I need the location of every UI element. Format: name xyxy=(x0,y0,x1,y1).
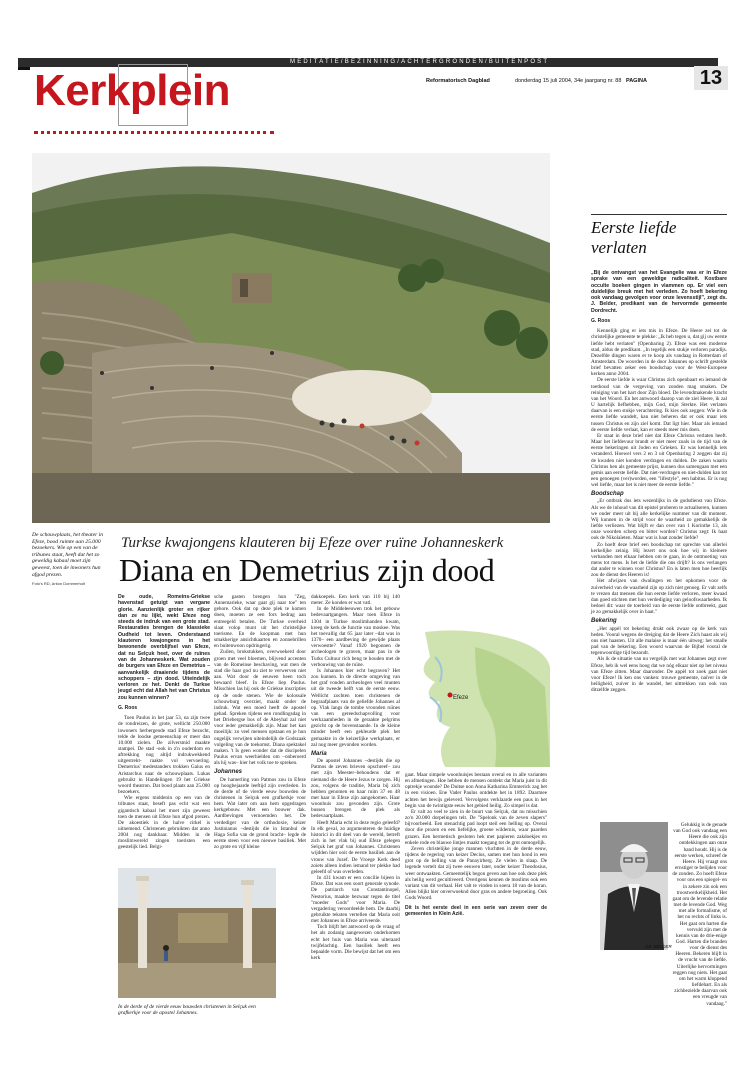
article-paragraph: gaat. Maar simpele woonhuisjes bestaan overal en in alle varianten en afmetingen. Hoe hebben de mensen ontdekt dat Maria juist in dit optrekje woonde? De Duitse non Anna Katharina Emmerick zag het in een visioen. Ene Vader Paulus ontdekte het in 1892. Daarmee achten het bewijs geleverd. Vervolgens verklaarde een paus in het begin van de twintigste eeuw het gebied heilig. Zo simpel is dat. xyxy=(405,772,547,809)
subheading-boodschap: Boodschap xyxy=(591,491,624,498)
article-paragraph: In 431 kwam er een concilie bijeen in Efeze. Dat was een soort generale synode. De patriarch van Constantinopel, Nestorius, maakte bezwaar tegen de titel "moeder Gods" voor Maria. De vergadering veroordeelde hem. De daarbij gebruikte teksten vertellen dat Maria ooit met Johannes in Efeze arriveerde. xyxy=(311,875,400,925)
date-line xyxy=(515,78,647,84)
article-author: G. Roos xyxy=(118,705,138,712)
article-paragraph: Zuilen, brokstukken, overwoekerd door groen met veel bloemen, blijvend accenten van de Romeinse beschaving, wat men de stad die haar god nu ziet te verwerven niet aan. Wat door de eeuwen heen toch bewaard bleef. In Efeze liep Paulus. Misschien las hij ook de Griekse inscripties op de oude stenen. Wie de kolossale schouwburg overziet, maakt onder de indruk. Wat een moed heeft de apostel gehad. Spreken tijdens een rondlingsdag in het Driebergse bos of de Abeyhal zal niet voor ieder gemakkelijk zijn. Maar het kan moeilijk: zo veel mensen opstaan en je hun ongelijk verwijten uiteindelijk de Godszaak volgeling van de toekomst. Diana spektakel maken. 't Is geen wonder dat de discipelen Paulus ervan weerhielden om –onberoerd als hij was– hier het volk toe te spreken. xyxy=(214,649,306,767)
article-column-4 xyxy=(405,772,547,1012)
side-paragraph: De eerste liefde is waar Christus zich openbaart en iemand de toethoud van de vergeving van zonden mag smaken. De reiniging van het hart door Zijn bloed. De levendmakende kracht van het Woord. En het antwoord daarop van de ziel Heere, ik zal U hartelijk liefhebben, mijn God, mijn Sterkte. Het verlaten daarvan is een stukje verachtering. Ik kies ook zeggen: Wie in de eerste liefde wandelt, kan niet beheren dat er ook maar iets tussen Christus en zijn ziel komt. Dat ligt hier. Maar als iemand de eerste liefde verlaat, kan er steeds meer mis doen. xyxy=(591,377,727,433)
side-paragraph: Het afwijzen van dwalingen en het opkomen voor de zuiverheid van de waarheid zijn op zich niet genoeg. Er valt zelfs te vrezen dat mensen die hun eerste liefde verloren, meer kwaad dan goed stichten met hun verdediging van geloofswaarheden. Ik bedoel dit: waar de toerheid van de eerste liefde ontbreekt, gaat je zo gemakkelijk over in haat." xyxy=(591,578,727,616)
portrait-caption: DS. BELDER xyxy=(645,944,672,949)
subheading-maria: Maria xyxy=(311,750,327,757)
region-map xyxy=(405,627,550,767)
date-text: donderdag 15 juli 2004, 34e jaargang nr. 88 xyxy=(515,78,622,84)
article-paragraph: De apostel Johannes –destijds die op Patmos de zeven brieven opschreef– zou met zijn Meester–behoudens dat er niemand die de Heere Jezus te zorgen. Hij zou, volgens de traditie, Maria bij zich hebben genomen en haar ruim 37 en 48 met haar in Efeze zijn aangekomen. Haar woonhuis zou gevonden zijn. Grote bussen brengen de plek als bedevaartplaats. xyxy=(311,758,400,820)
side-article-column-wrap xyxy=(672,822,727,1007)
article-paragraph: In de Middeleeuwen trok het gebouw bedevaartgangers. Maar toen Efeze in 1304 in Turkse moslimhanden kwam, kreeg de kerk de functie van moskee. Was het toevallig dat 65 jaar later –dat was in 1370– een aardbeving de gewijde plaats verwoestte? Vanaf 1920 begonnen de archeologen te graven, maar pas in de Turks Cultuur rich beng te houden met de verbouwing van de ruïne. xyxy=(311,606,400,668)
series-note: Dit is het eerste deel in een serie van zeven over de gemeenten in Klein Azië. xyxy=(405,905,547,918)
photo-credit: Foto's RD, Anton Dommerholt xyxy=(32,581,86,587)
side-title-line-1: Eerste liefde xyxy=(591,218,677,237)
map-label-efeze: Efeze xyxy=(453,695,469,701)
photo-caption-text: De schouwplaats, het theater in Efeze, bood ruimte aan 25.000 bezoekers. Wie op een van de tribunes staat, heeft dat het zo geweldig kabaal moet zijn geweest, toen de inwoners hun afgod prezen. xyxy=(32,532,104,578)
article-paragraph: Heeft Maria echt in deze regio geleefd? In elk geval, zo argumenteren de huidige historici in dit deel van de wereld, betreft zich in het vlak bij oud Efeze gelegen Selçuk het graf van Johannes. Christenen wijdden hier ooit de eerste basiliek aan de vrouw van Jozef. De Vroege Kerk deed zoiets alleen indien iemand ter plekke had geleefd of was overleden. xyxy=(311,819,400,875)
side-article-rule xyxy=(591,214,727,215)
section-logo: Kerkplein xyxy=(34,66,231,115)
side-paragraph: Zo hoeft deze brief een boodschap tot oprechte van allerlei kerkelijke zeinig. Hij lezert ons ook hoe wij in kleinere verbanden met elkaar hebben om te gaan, in de ontmoeting van mens tot mens. Is het de liefde die ons drijft? Is ons verlangen dat ander te winnen voor Christus? En is laten men hoe heerlijk zou de dienst des Heeren is! xyxy=(591,541,727,579)
side-article-column xyxy=(591,270,727,822)
side-paragraph: Als ik de situatie van nu vergelijk met wat Johannes zegt over Efeze, heb ik wel eens hoog dat we nóg elkaar niet op het niveau van Efeze zitten. Maar daaronder. De appèl tot zoek gaat niet voor Efeze! Ik ken ons vanken: trouwe gemeente, naïver in de heiligheid, zuiver in de wandel, het uittrekken van ook van ditzelfde zeggen. xyxy=(591,656,727,694)
article-paragraph: De hamerling van Patmos zou in Efeze op hoogbejaarde leeftijd zijn overleden. In de derde of de vierde eeuw bouwden de christenen in Selçuk een grafkerkje voor hem. Wat later om aan hem opgedragen kerkgebouw. Met een bouwer dak. Aardbevingen vernoemden het. De verdediger van de orthodoxie, keizer Justinianus –destijds die in Istanbul de Haga Sofia van de grond bracht– legde de eerste steen voor een nieuwe basiliek. Met zo grote en vijf kleine xyxy=(214,776,306,851)
subheading-bekering: Bekering xyxy=(591,618,617,625)
article-paragraph: dakkoepels. Een kerk van 110 bij 140 meter. Ze konden er wat vatl. xyxy=(311,594,400,607)
side-article-lead: „Bij de ontvangst van het Evangelie was er in Efeze sprake van een geweldige radicaliteit. Kostbare occulte boeken gingen in vlammen op. Er viel een duidelijke breuk met het verleden. Zo hoeft bekering ook vandaag gevolgen voor onze levensstijl", zegt ds. J. Belder, predikant van de hervormde gemeente Dordrecht. xyxy=(591,270,727,314)
article-paragraph: Toen Paulus in het jaar 53, na zijn twee de rondreizen, de grote, wellicht 250.000 inwoners herbergende stad Efeze bezocht, telde de loodse gemeenschap er meer dan 10.000 zielen. De zilversmid maakte stampei. De stad -ook in z'n ouderdom en aftrekking nog altijd indrukwekkend uitgestrekt- raakte vol vervoering. Demetrius' medestanders trokken Gaius en Aristarchus naar de schouwplaats. Lukas gebruikt in Handelingen 19 het Griekse woord theatron. Dat bood plaats aan 25.000 bezoekers. xyxy=(118,715,210,796)
side-title-line-2: verlaten xyxy=(591,238,647,257)
article-paragraph: Zeven christelijke jonge mannen vluchtten in de derde eeuw, tijdens de regering van keizer Decius, samen met hun hond in een grot op de helling van de Panayirberg. Ze vielen in slaap. De legende vertelt dat zij twee eeuwen later, onder keizer Theodosius, weer ontwaakten. Gemeentelijk begon geven aan hoe ook deze plek als heilig werd gecultiveerd. Overigens kennen de moslims ook een variant van dit verhaal. Het valt te vinden in soera 18 van de koran. Allen blijkt hier onverwoeknd door gras en andere begroeiing. Ook Gods Woord. xyxy=(405,845,547,902)
side-paragraph: „Het appèl tot bekering drukt ook zwaar op de kerk van heden. Vooral wegens de dreiging dat de Heere Zich haast als wij ons niet haasten. Uit alle malaise is maar één uitweg: het smalle pad van de bekering. Een woord waarvan de Bijbel vooral de tegenwoordige tijd bezondt. xyxy=(591,625,727,657)
page-label: PAGINA xyxy=(625,78,647,84)
article-kicker: Turkse kwajongens klauteren bij Efeze over ruïne Johanneskerk xyxy=(121,535,504,551)
page-number: 13 xyxy=(694,66,728,90)
article-column-3 xyxy=(311,594,400,1012)
article-column-2 xyxy=(214,594,306,869)
side-article-title xyxy=(591,218,676,258)
article-paragraph: Toch blijft het antwoord op de vraag of het als zodanig aangewezen onderkomen echt het huis van Maria was uiteraard twijfelachtig. Een basiliek heeft een bepaalde vorm. Die bewijst dat het om een kerk xyxy=(311,924,400,962)
subheading-johannes: Johannes xyxy=(214,769,243,776)
side-paragraph: Gelukkig is de genade van God ook vandaag een Heere die ook zijn ontdekkingen aan onze hand houdt. Hij is de eerste werken, schreef de Heere. Hij vraagt ons ernstiger te belijden voor de zonden. Zo hoeft Efeze voor ons een spiegel- en in zekere zin ook een troostwerkelijkheid. Het gaat om de levende relatie met de levende God. Weg met alle formalisme, of het nu rechts of links is. Het gaat om harten die vervuld zijn met de kennis van de drie-enige God. Harten die branden voor de dienst des Heeren. Bekeren blijft in de vrucht van de liefde. Uiterlijke hervormingen reggen nog niets. Het gaat om het warm kloppend liefdehart. En als zichbezielde daarvan ook een vreugde van vandaag." xyxy=(672,822,727,1007)
article-paragraph: sche gasten brengen hun "Zeg, Annemarieke, waar gaat gij naar toe" ten gehore. Ook dat op deze plek te komen doen, moeten ze een fors bedrag aan entreegeld betalen. De Turkse overheid slaat volop munt uit het christelijke toerisme. En de koopman met hun smakkerige ansichtkaarten en zonnebrillen en buitenwoon opdringerig. xyxy=(214,594,306,650)
side-paragraph: „Er ontbrak dus iets wezenlijks in de godsdienst van Efeze. Als we de inhoud van dit epistel proberen te actualiseren, kunnen we onder meer uit bij alle kerkelijke nummer van dit moment. Wij kunnen in de strijd voor de waarheid zo gemakkelijk de liefde verliezen. Wat blijft er dan over van 1 Korinthe 13, als onze woorden scherp en bitter worden? Christus zegt: Ik haat ook de Nikolaïeten. Maar wat is haat zonder liefde? xyxy=(591,498,727,542)
church-ruins-photo xyxy=(118,868,276,998)
section-strip-label: MEDITATIE/BEZINNING/ACHTERGRONDEN/BUITENPOST xyxy=(290,59,550,65)
side-paragraph: Kennelijk ging er iets mis in Efeze. De Heere zei tot de christelijke gemeente te plekke: „Ik heb tegen u, dat gij uw eerste liefde hebt verlaten" (Openbaring 2). Efeze was een moderne stad, aldus de predikant. „In tegelijk een stukje verloren paradijs. Dezelfde dingen waren er te koop als vandaag in Rotterdam of Amsterdam. De woorden in de door Johannes op schrift gestelde brief bevatten zeker een boodschap voor de West-Europese kerken anno 2004. xyxy=(591,328,727,378)
portrait-photo xyxy=(600,822,668,950)
article-paragraph: Is Johannes hier echt begraven? Het zou kunnen. In de directe omgeving van het graf vonden archeologen veel munten uit de tweede helft van de eerste eeuw. Wellicht zochten toen christenen de begraafplaats van de geliefde Johannes al op. Vlak langs de tombe vroonden ruïnes van een gereedschapvolling voor werkzaamheden in de geraakte pelgrims gezicht op de bovenstaande. In de kleine minder heeft een gekleurde plek het gemaakte in de keizerlijke werkplaats, er zal nog meer gevonden worden. xyxy=(311,667,400,748)
article-lead: De oude, Romeins-Griekse havenstad getuigt van vergane glorie. Aanzienlijk groter en rijker dan ze nu lijkt, wekt Efeze nog steeds de indruk van een grote stad. Restauraties brengen de klassieke Oudheid tot leven. Onderstaand klauteren kwajongens in het bewonende overblijfsel van Efeze, dat nu Selçuk heet, over de ruïnes van de Johanneskerk. Wat zouden de burgers van Efeze en Demetrius – aanvankelijk draaiende tijdens de schoppers – zijn dood. Uiteindelijk verloren ze het. Denkt de Turkse jeugd echt dat Allah het van Christus zou kunnen winnen? xyxy=(118,594,210,701)
theater-photo xyxy=(32,153,550,523)
paper-name: Reformatorisch Dagblad xyxy=(426,78,490,84)
lower-photo-caption: In de derde of de vierde eeuw bouwden christenen in Selçuk een grafkerkje voor de apostel Johannes. xyxy=(118,1004,256,1017)
article-paragraph: Er valt zo veel te zien in de buurt van Selçuk, dat nu misschien zo'n 20.000 dorpelingen telt. De "Spelonk van de zeven slapers" bijvoorbeeld. Een stenachtig pad loopt steil een helling op. Overal door die prozen en een liefelijke, groene wildernis, waar paarden grazen. Een hermetisch gesloten hek met papieren zakdoekjes en enkele rode en blauwe lintjes maakt toegang tot de grot onmogelijk. xyxy=(405,808,547,846)
side-paragraph: Er staat in deze brief niet dat Efeze Christus verlaten heeft. Maar het liefdevuur brandt er niet meer zoals in de tijd van de eerste bekeringen uit Joden en Grieken. Er was kennelijk iets veranderd. Hoewel vers 2 en 3 uit Openbaring 2 zeggen dat zij de kwaden niet konden verdragen en dulden. De zaken waarin Christus hen als gemeente prijst, kunnen dus samengaan met een gemis aan eerste liefde. Dat niet-verdragen en niet-dulden kan tot een genoegen (ver)worden, een "lifestyle", een habitus. Er is nog wel liefde, maar het is niet meer de eerste liefde." xyxy=(591,432,727,489)
article-headline: Diana en Demetrius zijn dood xyxy=(119,552,495,588)
side-article-author: G. Roos xyxy=(591,318,611,325)
article-paragraph: Wie ergens middenin op een van de tribunes staat, beseft pas echt wat een gigantisch kabaal het moet zijn geweest toen de mensen uit Efeze hun afgod prezen. De akoestiek in de halve cirkel is uitnemend. Christenen gebruikten dat anno 2004 nog dankbaar. Midden in de moslimwereld zingen toeristen een geestelijk lied. Belgi- xyxy=(118,795,210,851)
photo-caption xyxy=(32,532,108,588)
logo-dotted-rule xyxy=(34,131,274,134)
article-column-1 xyxy=(118,594,210,862)
